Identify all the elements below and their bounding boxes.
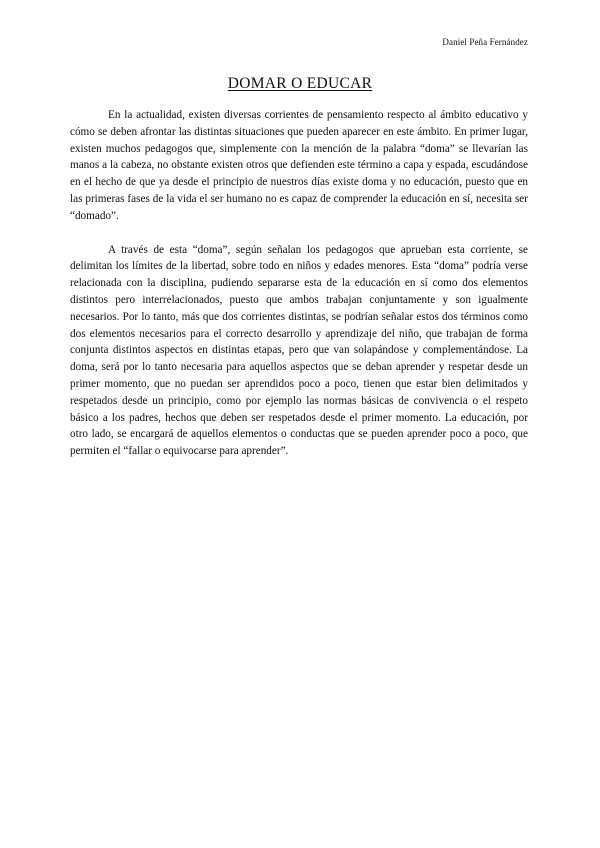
body-paragraph-1: En la actualidad, existen diversas corrientes de pensamiento respecto al ámbito educativo y cómo se deben afrontar las distintas situaciones que pueden aparecer en este ámbito. En primer lugar, existen muchos pedagogos que, simplemente con la mención de la palabra “doma” se llevarían las manos a la cabeza, no obstante existen otros que defienden este término a capa y espada, escudándose en el hecho de que ya desde el principio de nuestros días existe doma y no educación, puesto que en las primeras fases de la vida el ser humano no es capaz de comprender la educación en sí, necesita ser “domado”.: [70, 109, 528, 222]
header-author-name: Daniel Peña Fernández: [442, 37, 528, 47]
document-title: DOMAR O EDUCAR: [227, 75, 373, 92]
body-paragraph-2: A través de esta “doma”, según señalan los pedagogos que aprueban esta corriente, se delimitan los límites de la libertad, sobre todo en niños y edades menores. Esta “doma” podría verse relacionada con la disciplina, pudiendo separarse esta de la educación en sí como dos elementos distintos pero interrelacionados, puesto que ambos trabajan conjuntamente y son igualmente necesarios. Por lo tanto, más que dos corrientes distintas, se podrían señalar estos dos términos como dos elementos necesarios para el correcto desarrollo y aprendizaje del niño, que trabajan de forma conjunta distintos aspectos en distintas etapas, pero que van solapándose y complementándose. La doma, será por lo tanto necesaria para aquellos aspectos que se deban aprender y respetar desde un primer momento, que no puedan ser aprendidos poco a poco, tienen que estar bien delimitados y respetados desde un principio, como por ejemplo las normas básicas de convivencia o el respeto básico a los padres, hechos que deben ser respetados desde el primer momento. La educación, por otro lado, se encargará de aquellos elementos o conductas que se pueden aprender poco a poco, que permiten el “fallar o equivocarse para aprender”.: [70, 243, 528, 458]
document-body: [70, 107, 528, 477]
